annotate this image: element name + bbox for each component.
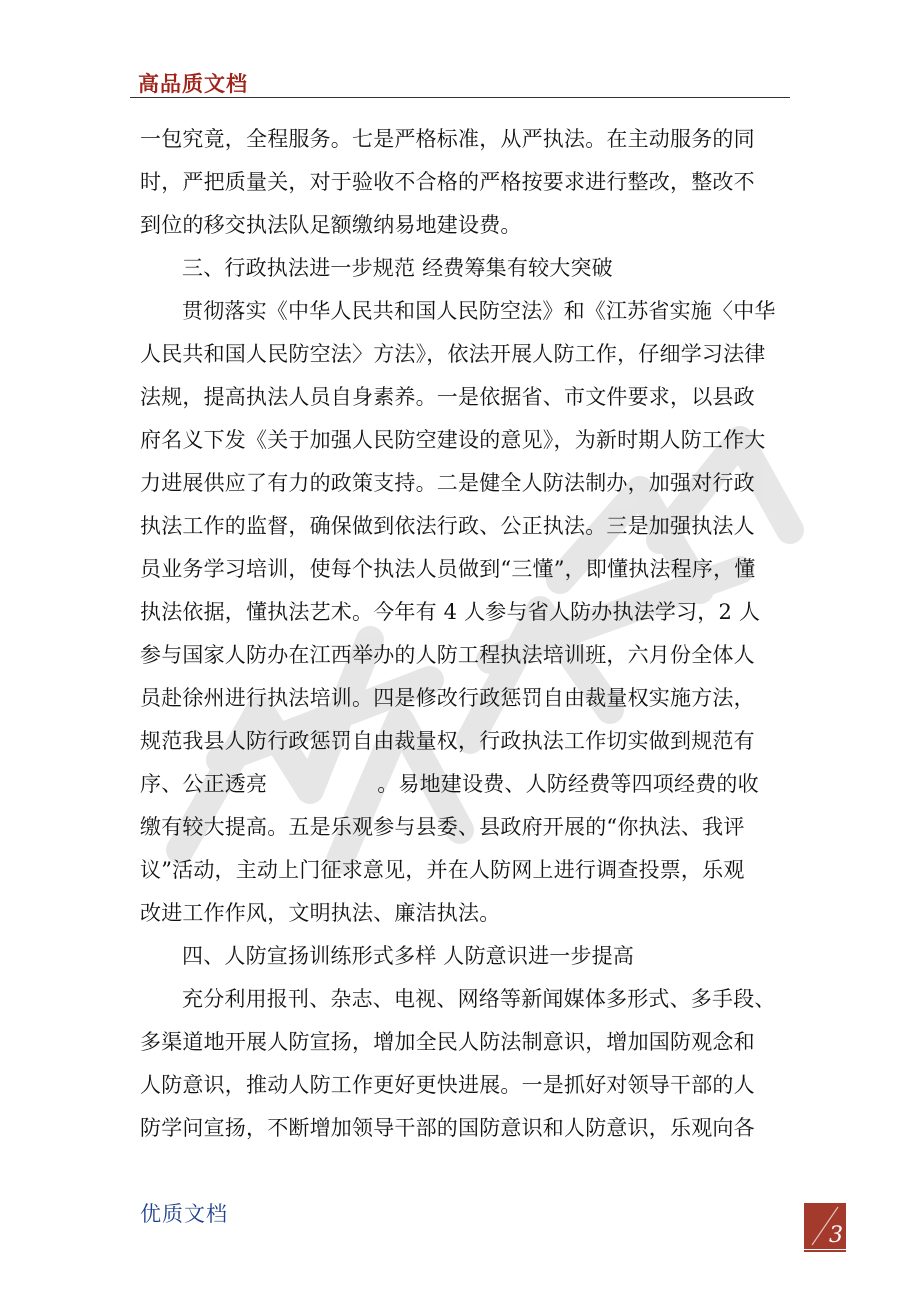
body-line: 规范我县人防行政惩罚自由裁量权，行政执法工作切实做到规范有 — [140, 729, 755, 753]
body-line-part: 。易地建设费、人防经费等四项经费的收 — [377, 772, 759, 796]
body-line: 人民共和国人民防空法〉方法》，依法开展人防工作，仔细学习法律 — [140, 342, 766, 366]
body-line-part: 序、公正透亮 — [140, 772, 268, 796]
page-number-badge — [804, 1203, 846, 1249]
body-line: 人防意识，推动人防工作更好更快进展。一是抓好对领导干部的人 — [140, 1073, 755, 1097]
body-line: 贯彻落实《中华人民共和国人民防空法》和《江苏省实施〈中华 — [182, 299, 776, 323]
body-line: 力进展供应了有力的政策支持。二是健全人防法制办，加强对行政 — [140, 471, 755, 495]
body-line: 法规，提高执法人员自身素养。一是依据省、市文件要求，以县政 — [140, 385, 755, 409]
body-line: 一包究竟，全程服务。七是严格标准，从严执法。在主动服务的同 — [140, 127, 755, 151]
body-line: 执法依据，懂执法艺术。今年有 4 人参与省人防办执法学习，2 人 — [140, 600, 761, 624]
header-title: 高品质文档 — [138, 72, 248, 96]
body-line: 执法工作的监督，确保做到依法行政、公正执法。三是加强执法人 — [140, 514, 755, 538]
body-line: 时，严把质量关，对于验收不合格的严格按要求进行整改，整改不 — [140, 170, 755, 194]
body-line: 到位的移交执法队足额缴纳易地建设费。 — [140, 213, 522, 237]
header-divider — [130, 97, 790, 98]
page-number-underline — [804, 1250, 846, 1252]
section-heading: 四、人防宣扬训练形式多样 人防意识进一步提高 — [182, 944, 635, 968]
footer-title: 优质文档 — [140, 1202, 228, 1226]
body-line: 防学问宣扬，不断增加领导干部的国防意识和人防意识，乐观向各 — [140, 1116, 755, 1140]
document-body — [140, 118, 795, 1150]
body-line: 充分利用报刊、杂志、电视、网络等新闻媒体多形式、多手段、 — [182, 987, 776, 1011]
body-line: 议”活动，主动上门征求意见，并在人防网上进行调查投票，乐观 — [140, 858, 745, 882]
body-line: 多渠道地开展人防宣扬，增加全民人防法制意识，增加国防观念和 — [140, 1030, 755, 1054]
body-line: 缴有较大提高。五是乐观参与县委、县政府开展的“你执法、我评 — [140, 815, 745, 839]
body-line: 员赴徐州进行执法培训。四是修改行政惩罚自由裁量权实施方法， — [140, 686, 755, 710]
body-line: 改进工作作风，文明执法、廉洁执法。 — [140, 901, 501, 925]
body-line: 参与国家人防办在江西举办的人防工程执法培训班，六月份全体人 — [140, 643, 755, 667]
body-line: 府名义下发《关于加强人民防空建设的意见》，为新时期人防工作大 — [140, 428, 766, 452]
section-heading: 三、行政执法进一步规范 经费筹集有较大突破 — [182, 256, 613, 280]
body-line: 员业务学习培训，使每个执法人员做到“三懂”，即懂执法程序，懂 — [140, 557, 756, 581]
body-line — [140, 763, 795, 806]
page-number: 3 — [829, 1223, 843, 1248]
